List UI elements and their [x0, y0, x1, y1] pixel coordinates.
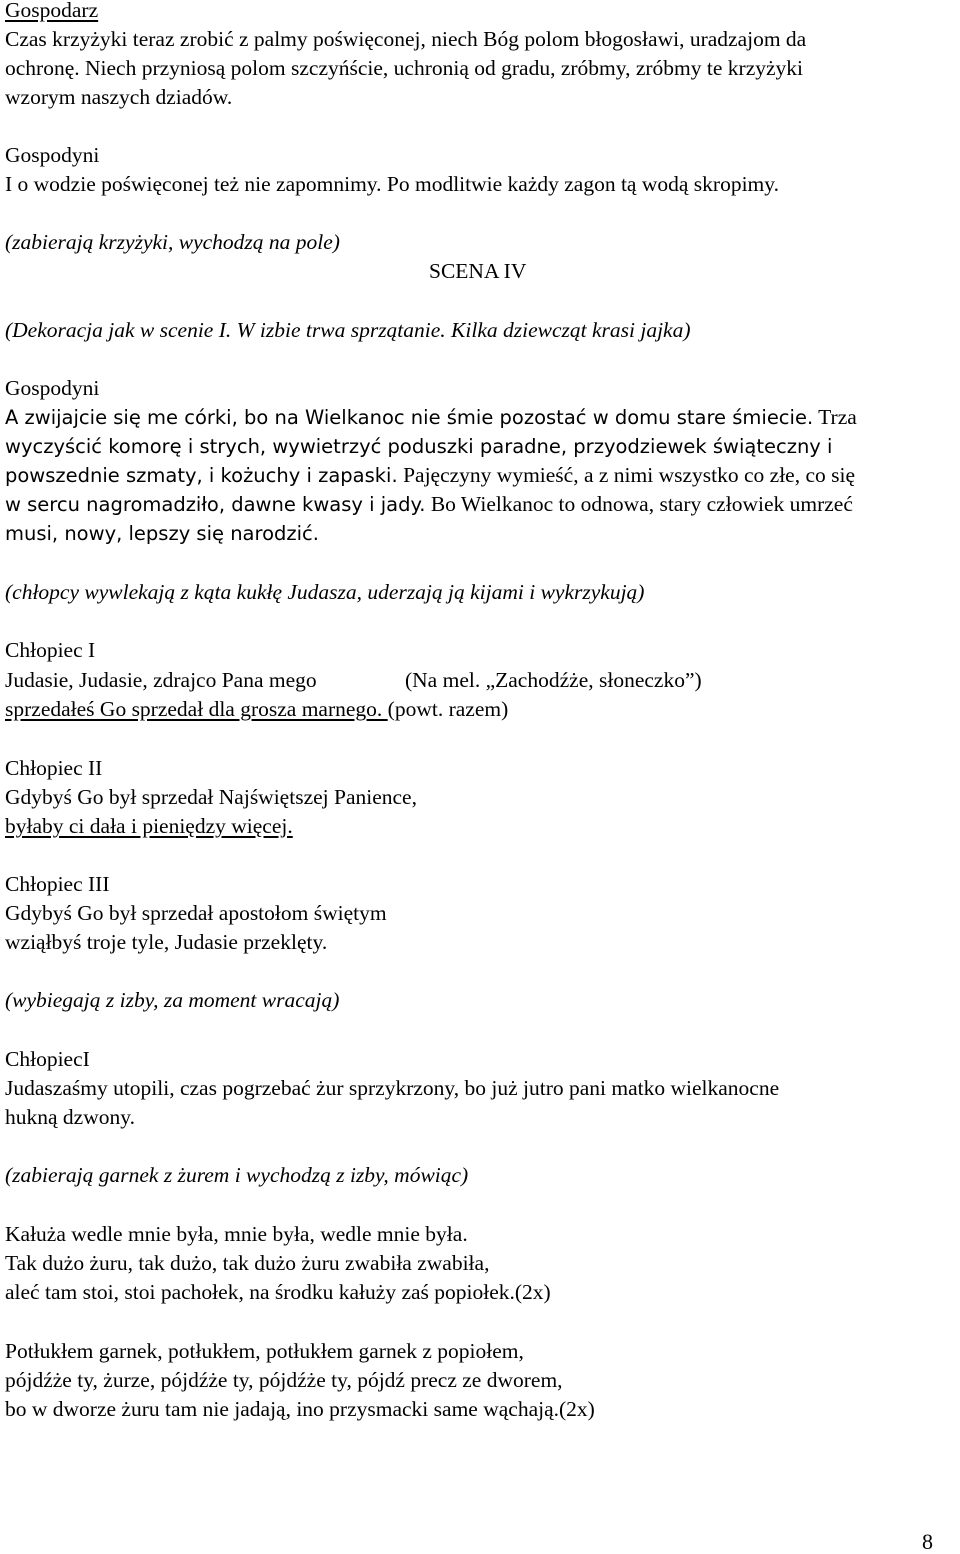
page-number: 8 — [922, 1529, 933, 1554]
dialogue-line: Judaszaśmy utopili, czas pogrzebać żur sprzykrzony, bo już jutro pani matko wielkanocne — [5, 1076, 780, 1100]
speaker-chlopiec-1b: ChłopiecI — [5, 1047, 90, 1071]
dialogue-line: wyczyścić komorę i strych, wywietrzyć poduszki paradne, przyodziewek świąteczny i — [5, 435, 833, 458]
song-line: Potłukłem garnek, potłukłem, potłukłem garnek z popiołem, — [5, 1339, 524, 1363]
song-line: aleć tam stoi, stoi pachołek, na środku kałuży zaś popiołek.(2x) — [5, 1280, 551, 1304]
stage-direction: (zabierają krzyżyki, wychodzą na pole) — [5, 230, 340, 254]
stage-direction: (zabierają garnek z żurem i wychodzą z izby, mówiąc) — [5, 1163, 469, 1187]
speaker-chlopiec-2: Chłopiec II — [5, 756, 103, 780]
song-line: Judasie, Judasie, zdrajco Pana mego — [5, 668, 317, 692]
speaker-gospodyni: Gospodyni — [5, 376, 100, 400]
song-line: pójdźże ty, żurze, pójdźże ty, pójdźże ty, pójdź precz ze dworem, — [5, 1368, 563, 1392]
song-line: Tak dużo żuru, tak dużo, tak dużo żuru zwabiła zwabiła, — [5, 1251, 490, 1275]
dialogue-line: ochronę. Niech przyniosą polom szczyńście, uchronią od gradu, zróbmy, zróbmy te krzyżyki — [5, 56, 804, 80]
speaker-gospodarz: Gospodarz — [5, 0, 99, 22]
scene-title: SCENA IV — [429, 259, 527, 283]
song-line: Gdybyś Go był sprzedał apostołom świętym — [5, 901, 387, 925]
dialogue-line: A zwijajcie się me córki, bo na Wielkanoc nie śmie pozostać w domu stare śmiecie. — [5, 406, 814, 429]
dialogue-line: Trza — [818, 405, 857, 429]
repeat-note: (powt. razem) — [387, 697, 509, 721]
song-line: byłaby ci dała i pieniędzy więcej. — [5, 814, 293, 838]
speaker-chlopiec-3: Chłopiec III — [5, 872, 110, 896]
song-line: Kałuża wedle mnie była, mnie była, wedle mnie była. — [5, 1222, 468, 1246]
dialogue-line: w sercu nagromadziło, dawne kwasy i jady. — [5, 493, 426, 516]
dialogue-line: hukną dzwony. — [5, 1105, 135, 1129]
speaker-gospodyni: Gospodyni — [5, 143, 100, 167]
dialogue-line: Bo Wielkanoc to odnowa, stary człowiek umrzeć — [430, 492, 853, 516]
dialogue-line: musi, nowy, lepszy się narodzić. — [5, 522, 319, 545]
stage-direction: (chłopcy wywlekają z kąta kukłę Judasza, uderzają ją kijami i wykrzykują) — [5, 580, 645, 604]
song-line: sprzedałeś Go sprzedał dla grosza marnego. — [5, 697, 388, 721]
song-line: wziąłbyś troje tyle, Judasie przeklęty. — [5, 930, 328, 954]
dialogue-line: powszednie szmaty, i kożuchy i zapaski. — [5, 464, 398, 487]
dialogue-line: Czas krzyżyki teraz zrobić z palmy poświęconej, niech Bóg polom błogosławi, uradzajom da — [5, 27, 807, 51]
stage-direction: (wybiegają z izby, za moment wracają) — [5, 988, 340, 1012]
melody-note: (Na mel. „Zachodźże, słoneczko”) — [405, 668, 702, 692]
dialogue-line: Pajęczyny wymieść, a z nimi wszystko co złe, co się — [403, 463, 856, 487]
speaker-chlopiec-1: Chłopiec I — [5, 638, 96, 662]
song-line: bo w dworze żuru tam nie jadają, ino przysmacki same wąchają.(2x) — [5, 1397, 595, 1421]
stage-direction: (Dekoracja jak w scenie I. W izbie trwa sprzątanie. Kilka dziewcząt krasi jajka) — [5, 318, 691, 342]
dialogue-line: I o wodzie poświęconej też nie zapomnimy. Po modlitwie każdy zagon tą wodą skropimy. — [5, 172, 779, 196]
song-line: Gdybyś Go był sprzedał Najświętszej Panience, — [5, 785, 417, 809]
dialogue-line: wzorym naszych dziadów. — [5, 85, 233, 109]
